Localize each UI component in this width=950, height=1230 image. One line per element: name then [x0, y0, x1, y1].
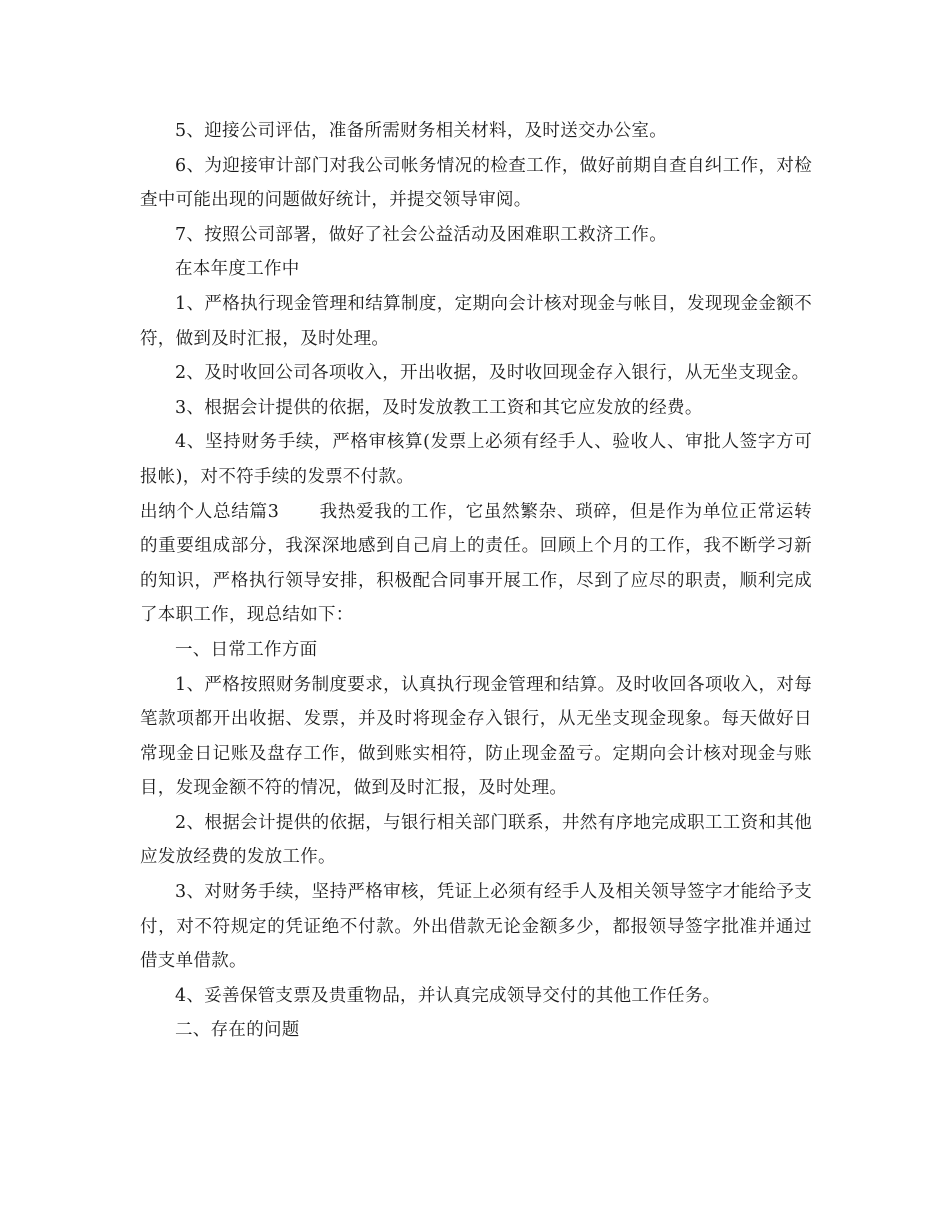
paragraph: 7、按照公司部署，做好了社会公益活动及困难职工救济工作。 [175, 224, 668, 245]
paragraph: 1、严格按照财务制度要求，认真执行现金管理和结算。及时收回各项收入，对每笔款项都开出收据、发票，并及时将现金存入银行，从无坐支现金现象。每天做好日常现金日记账及盘存工作，做到账实相符，防止现金盈亏。定期向会计核对现金与账目，发现金额不符的情况，做到及时汇报，及时处理。 [140, 674, 812, 799]
paragraph: 4、妥善保管支票及贵重物品，并认真完成领导交付的其他工作任务。 [175, 985, 721, 1006]
document-body [140, 114, 812, 1048]
paragraph: 3、根据会计提供的依据，及时发放教工工资和其它应发放的经费。 [175, 397, 703, 418]
paragraph: 4、坚持财务手续，严格审核算(发票上必须有经手人、验收人、审批人签字方可报帐)，对不符手续的发票不付款。 [140, 432, 812, 487]
subheading: 一、日常工作方面 [175, 639, 318, 660]
paragraph: 2、根据会计提供的依据，与银行相关部门联系，井然有序地完成职工工资和其他应发放经费的发放工作。 [140, 812, 812, 868]
paragraph: 3、对财务手续，坚持严格审核，凭证上必须有经手人及相关领导签字才能给予支付，对不符规定的凭证绝不付款。外出借款无论金额多少，都报领导签字批准并通过借支单借款。 [140, 882, 812, 972]
subheading: 二、存在的问题 [175, 1020, 300, 1041]
section-title: 出纳个人总结篇3 [140, 501, 280, 522]
paragraph: 在本年度工作中 [175, 259, 300, 280]
paragraph: 6、为迎接审计部门对我公司帐务情况的检查工作，做好前期自查自纠工作，对检查中可能出现的问题做好统计，并提交领导审阅。 [140, 155, 812, 211]
section-paragraph [140, 495, 812, 633]
paragraph: 5、迎接公司评估，准备所需财务相关材料，及时送交办公室。 [175, 121, 668, 141]
section-intro: 我热爱我的工作，它虽然繁杂、琐碎，但是作为单位正常运转的重要组成部分，我深深地感到自己肩上的责任。回顾上个月的工作，我不断学习新的知识，严格执行领导安排，积极配合同事开展工作，尽到了应尽的职责，顺利完成了本职工作，现总结如下： [140, 501, 812, 626]
paragraph: 2、及时收回公司各项收入，开出收据，及时收回现金存入银行，从无坐支现金。 [175, 363, 810, 384]
paragraph: 1、严格执行现金管理和结算制度，定期向会计核对现金与帐目，发现现金金额不符，做到及时汇报，及时处理。 [140, 293, 812, 349]
